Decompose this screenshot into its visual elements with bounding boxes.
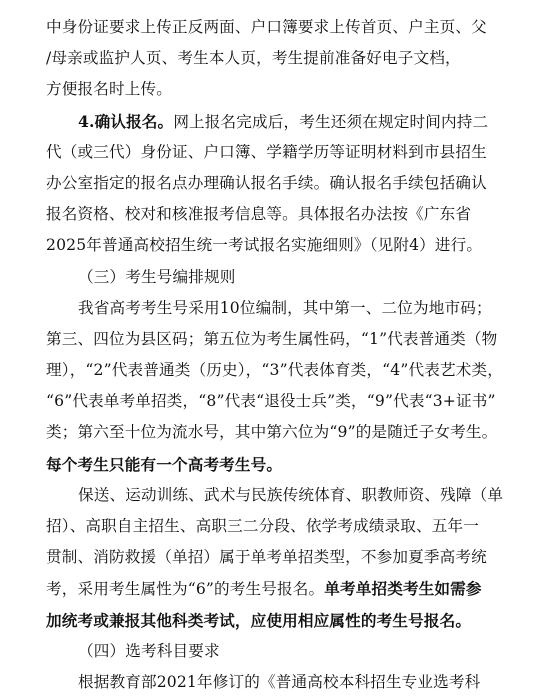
text-segment: 考，采用考生属性为“6”的考生号报名。 — [46, 580, 325, 599]
body-text-line-11 — [46, 324, 521, 355]
text-segment: 方便报名时上传。 — [46, 80, 172, 99]
text-segment: /母亲或监护人页、考生本人页，考生提前准备好电子文档， — [46, 49, 461, 68]
body-text-line-2 — [46, 43, 521, 74]
body-text-line-18 — [46, 542, 521, 573]
text-segment: 第三、四位为县区码；第五位为考生属性码，“1”代表普通类（物 — [46, 329, 498, 348]
text-segment-bold: 每个考生只能有一个高考考生号。 — [46, 454, 283, 474]
body-text-line-14 — [46, 417, 521, 448]
body-text-line-7 — [46, 199, 521, 230]
body-text-line-22 — [46, 667, 521, 698]
section-heading-confirm-registration: 4.确认报名。 — [78, 111, 174, 131]
text-segment: 办公室指定的报名点办理确认报名手续。确认报名手续包括确认 — [46, 173, 487, 192]
text-segment: 报名资格、校对和核准报考信息等。具体报名办法按《广东省 — [46, 205, 472, 224]
text-segment: 代（或三代）身份证、户口簿、学籍学历等证明材料到市县招生 — [46, 142, 487, 161]
paragraph-confirm-registration — [46, 106, 521, 137]
text-segment: 理），“2”代表普通类（历史），“3”代表体育类，“4”代表艺术类， — [46, 361, 503, 380]
body-text-line-8 — [46, 230, 521, 261]
body-text-line-17 — [46, 511, 521, 542]
text-segment-bold: 单考单招类考生如需参 — [324, 579, 482, 599]
text-segment-bold: 加统考或兼报其他科类考试，应使用相应属性的考生号报名。 — [46, 610, 472, 630]
text-segment: 保送、运动训练、武术与民族传统体育、职教师资、残障（单 — [78, 485, 504, 504]
section-heading-candidate-number — [46, 262, 521, 293]
text-segment: （四）选考科目要求 — [78, 641, 220, 660]
body-text-line-13 — [46, 386, 521, 417]
text-segment: 我省高考考生号采用10位编制，其中第一、二位为地市码； — [78, 298, 492, 317]
text-segment: 网上报名完成后，考生还须在规定时间内持二 — [173, 112, 489, 131]
body-text-line-10 — [46, 293, 521, 324]
text-segment: “6”代表单考单招类，“8”代表“退役士兵”类，“9”代表“3+证书” — [46, 392, 496, 411]
body-text-line-12 — [46, 355, 521, 386]
text-segment: 中身份证要求上传正反两面、户口簿要求上传首页、户主页、父 — [46, 18, 487, 36]
body-text-line-6 — [46, 168, 521, 199]
text-segment: 贯制、消防救援（单招）属于单考单招类型，不参加夏季高考统 — [46, 548, 487, 567]
body-text-line-19 — [46, 573, 521, 604]
body-text-line-5 — [46, 137, 521, 168]
body-text-line-3 — [46, 74, 521, 105]
section-heading-subject-requirements — [46, 636, 521, 667]
text-segment: 根据教育部2021年修订的《普通高校本科招生专业选考科 — [78, 672, 481, 691]
text-segment: 类；第六至十位为流水号，其中第六位为“9”的是随迁子女考生。 — [46, 423, 498, 442]
emphasis-single-exam-rule — [46, 605, 521, 636]
body-text-line-16 — [46, 480, 521, 511]
text-segment: 2025年普通高校招生统一考试报名实施细则》（见附4）进行。 — [46, 236, 483, 255]
emphasis-one-number-rule — [46, 449, 521, 480]
body-text-line-1 — [46, 12, 521, 43]
text-segment: 招）、高职自主招生、高职三二分段、依学考成绩录取、五年一 — [46, 517, 480, 535]
text-segment: （三）考生号编排规则 — [78, 267, 236, 286]
